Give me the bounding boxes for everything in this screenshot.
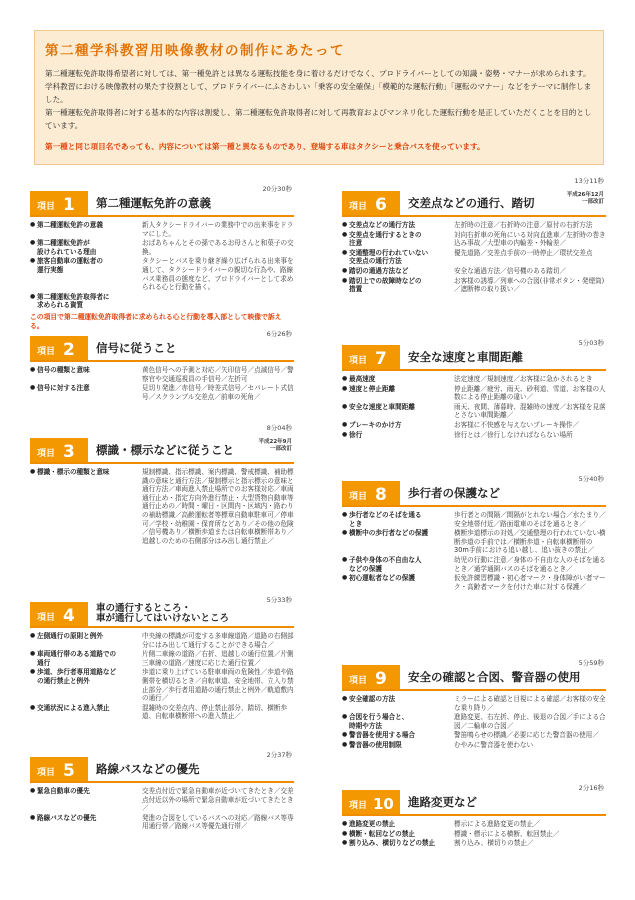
intro-title: 第二種学科教習用映像教材の制作にあたって — [45, 43, 345, 59]
table-row — [30, 221, 294, 238]
row-content: 対向右折車の死角にいる対向直進車／左折時の巻き込み事故／大型車の内輪差・外輪差／ — [454, 230, 606, 248]
row-content: 徐行とは／徐行しなければならない場所 — [454, 430, 573, 439]
row-content: 片側二車線の道路／右折、追越しの通行位置／片側三車線の道路／速度に応じた通行位置／ — [142, 650, 294, 667]
section-title: 歩行者の保護など — [408, 486, 500, 500]
table-row — [342, 385, 606, 402]
section-number: 4 — [63, 606, 75, 626]
row-topic: ● 左側通行の原則と例外 — [30, 632, 136, 649]
section-9 — [342, 659, 606, 751]
row-topic: ● 安全な速度と車間距離 — [342, 403, 448, 420]
section-number: 5 — [63, 761, 75, 781]
table-row — [30, 239, 294, 256]
row-topic: ● 最高速度 — [342, 375, 448, 384]
section-rows — [30, 632, 294, 721]
section-rows — [30, 468, 294, 545]
section-label: 項目 — [349, 356, 368, 366]
row-topic: ● 安全確認の方法 — [342, 695, 448, 712]
section-header — [342, 339, 606, 371]
section-revision: 平成22年9月 一部改訂 — [258, 439, 292, 452]
row-topic: ● 割り込み、横切りなどの禁止 — [342, 839, 448, 848]
row-content: 黄色信号への予測と対応／矢印信号／点滅信号／警察官や交通巡視員の手信号／左折可 — [142, 366, 294, 383]
table-row — [30, 650, 294, 667]
section-label: 項目 — [37, 347, 56, 357]
row-topic: ● ブレーキのかけ方 — [342, 421, 448, 430]
row-topic: ● 旅客自動車の運転者の 運行実態 — [30, 257, 136, 291]
section-number: 10 — [373, 795, 394, 813]
section-tab — [342, 345, 400, 369]
section-label: 項目 — [349, 801, 368, 811]
row-content: 交差点付近で緊急自動車が近づいてきたとき／交差点付近以外の場所で緊急自動車が近づいてきたとき／ — [142, 787, 294, 813]
section-header — [30, 596, 294, 628]
table-row — [342, 695, 606, 712]
section-title: 標識・標示などに従うこと — [96, 443, 234, 457]
section-8 — [342, 475, 606, 592]
row-content: 幼児の行動に注意／身体の不自由な人のそばを通るとき／通学通園バスのそばを通るとき／ — [454, 555, 606, 573]
section-rows — [342, 695, 606, 750]
table-row — [342, 375, 606, 384]
row-content: 進路変更、右左折、停止、後退の合図／手による合図／二輪車の合図／ — [454, 713, 606, 730]
row-topic: ● 信号の種類と意味 — [30, 366, 136, 383]
section-3 — [30, 424, 294, 546]
table-row — [342, 731, 606, 740]
section-rows — [342, 375, 606, 439]
row-content: 割り込み、横切りの禁止／ — [454, 839, 534, 848]
table-row — [30, 787, 294, 813]
row-content: タクシーとバスを乗り継ぎ繰り広げられる出来事を通して、タクシードライバーの親切な行為や、路線バス乗務員の態度など、プロドライバーとして求められる心と行動を描く。 — [142, 257, 294, 292]
section-number: 1 — [63, 195, 75, 215]
row-content: 安全な通過方法／信号機のある踏切／ — [454, 266, 567, 275]
section-number: 9 — [375, 669, 387, 689]
row-topic: ● 緊急自動車の優先 — [30, 787, 136, 813]
intro-box — [34, 30, 604, 165]
section-header — [30, 185, 294, 217]
section-tab — [30, 757, 88, 781]
section-6 — [342, 177, 606, 295]
row-topic: ● 交通整理の行われていない 交差点の通行方法 — [342, 249, 448, 266]
section-rows — [342, 221, 606, 294]
row-topic: ● 交通状況による進入禁止 — [30, 704, 136, 721]
row-topic: ● 横断・転回などの禁止 — [342, 830, 448, 839]
row-content: 新人タクシードライバーの業務中での出来事をドラマにした。 — [142, 221, 294, 238]
section-4 — [30, 596, 294, 722]
section-header — [342, 659, 606, 691]
table-row — [30, 257, 294, 291]
section-note: この項目で第二種運転免許取得者に求められる心と行動を導入部として映像で訴える。 — [30, 312, 282, 330]
section-header — [30, 330, 294, 362]
section-title: 安全の確認と合図、警音器の使用 — [408, 670, 581, 684]
table-row — [30, 384, 294, 401]
section-duration: 13分11秒 — [574, 177, 604, 185]
section-duration: 20分30秒 — [262, 185, 292, 193]
row-topic: ● 進路変更の禁止 — [342, 820, 448, 829]
row-topic: ● 信号に対する注意 — [30, 384, 136, 401]
table-row — [342, 556, 606, 573]
section-title: 第二種運転免許の意義 — [96, 196, 211, 210]
table-row — [342, 839, 606, 848]
section-number: 6 — [375, 195, 387, 215]
row-content: 雨天、夜間、薄暮時、混雑時の速度／お客様を見落とさない車間距離／ — [454, 402, 606, 420]
row-topic: ● 合図を行う場合と、 時期や方法 — [342, 713, 448, 730]
section-title: 交差点などの通行、踏切 — [408, 196, 535, 210]
row-content: 見切り発進／赤信号／時差式信号／セパレート式信号／スクランブル交差点／前車の死角／ — [142, 384, 294, 401]
row-topic: ● 初心運転者などの保護 — [342, 574, 448, 591]
section-label: 項目 — [349, 492, 368, 502]
row-topic: ● 警音器の使用制限 — [342, 741, 448, 750]
section-duration: 2分37秒 — [266, 751, 292, 759]
section-title: 安全な速度と車間距離 — [408, 350, 523, 364]
section-number: 7 — [375, 349, 387, 369]
section-2 — [30, 330, 294, 402]
row-topic: ● 第二種運転免許が 設けられている理由 — [30, 239, 136, 256]
row-topic: ● 交差点などの通行方法 — [342, 221, 448, 230]
row-topic: ● 第二種運転免許取得者に 求められる資質 — [30, 293, 136, 310]
section-title: 車の通行するところ・ 車が通行してはいけないところ — [96, 603, 230, 624]
section-duration: 5分40秒 — [578, 475, 604, 483]
table-row — [30, 668, 294, 702]
row-content: 法定速度／規制速度／お客様に急かされるとき — [454, 375, 593, 383]
row-content: 警笛鳴らせの標識／必要に応じた警音器の使用／ — [454, 731, 599, 740]
section-number: 3 — [63, 442, 75, 462]
intro-paragraph: 第一種運転免許取得者に対する基本的な内容は割愛し、第二種運転免許取得者に対して再教育およびマンネリ化した運転行動を是正していただくことを目的としています。 — [45, 108, 592, 130]
section-7 — [342, 339, 606, 440]
table-row — [342, 231, 606, 248]
section-tab — [342, 665, 400, 689]
section-tab — [30, 438, 88, 462]
section-header — [342, 784, 606, 816]
section-duration: 5分59秒 — [578, 659, 604, 667]
section-title: 進路変更など — [408, 795, 477, 809]
table-row — [342, 277, 606, 294]
row-content — [136, 293, 294, 310]
row-topic: ● 第二種運転免許の意義 — [30, 221, 136, 238]
section-header — [30, 424, 294, 464]
section-tab — [342, 790, 400, 814]
section-title: 路線バスなどの優先 — [96, 762, 200, 776]
section-5 — [30, 751, 294, 832]
section-tab — [30, 336, 88, 360]
section-label: 項目 — [349, 202, 368, 212]
section-tab — [30, 191, 88, 215]
table-row — [342, 830, 606, 839]
table-row — [30, 468, 294, 545]
section-rows — [30, 787, 294, 831]
row-topic: ● 速度と停止距離 — [342, 385, 448, 402]
row-content: 混雑時の交差点内、停止禁止部分、踏切、横断歩道、自転車横断帯への進入禁止／ — [142, 703, 288, 721]
section-duration: 2分16秒 — [578, 784, 604, 792]
section-label: 項目 — [37, 613, 56, 623]
row-content: 発進の合図をしているバスへの対応／路線バス等専用通行帯／路線バス等優先通行帯／ — [142, 813, 294, 831]
row-topic: ● 車両通行帯のある道路での 通行 — [30, 650, 136, 667]
section-10 — [342, 784, 606, 849]
section-duration: 6分26秒 — [266, 330, 292, 338]
row-topic: ● 徐行 — [342, 431, 448, 440]
row-content: 歩道に乗り上げている駐車車両の危険性／歩道や路側帯を横切るとき／自転車道、安全地帯、立入り禁止部分／歩行者用道路の通行禁止と例外／軌道敷内の通行／ — [142, 668, 294, 703]
section-label: 項目 — [37, 768, 56, 778]
row-content: お客様に不快感を与えないブレーキ操作／ — [454, 420, 580, 429]
section-duration: 5分33秒 — [266, 596, 292, 604]
row-content: 標識・標示による横断、転回禁止／ — [454, 829, 560, 838]
section-label: 項目 — [37, 202, 56, 212]
section-header — [342, 177, 606, 217]
row-content: 規制標識、指示標識、案内標識、警戒標識、補助標識の意味と通行方法／規制標示と指示標示の意味と通行方法／車両進入禁止場所でのお客様対応／車両通行止め・指定方向外進行禁止・大型貨物自動車等通行止めの／時間・曜日・区間内・区域内・路わりの補助標識／高齢運転者等標章自動車駐車可／停車可／学校・幼稚園・保育所などあり／その他の危険／信号機あり／横断歩道または自転車横断帯あり／追越しのための右側部分はみ出し通行禁止／ — [142, 468, 294, 545]
section-duration: 5分03秒 — [578, 339, 604, 347]
table-row — [30, 814, 294, 831]
section-rows — [30, 221, 294, 310]
row-content: お客様の誘導／列車への合図(非常ボタン・発煙筒)／遮断棒の取り扱い／ — [454, 276, 605, 294]
table-row — [342, 741, 606, 750]
section-label: 項目 — [37, 449, 56, 459]
intro-paragraph: 第二種運転免許取得希望者に対しては、第一種免許とは異なる運転技能を身に着けるだけでなく、プロドライバーとしての知識・姿勢・マナーが求められます。学科教習における映像教材の果たす役割として、プロドライバーにふさわしい「乗客の安全確保」「模範的な運転行動」「運転のマナー」などをテーマに制作しました。 — [45, 69, 592, 104]
row-topic: ● 子供や身体の不自由な人 などの保護 — [342, 556, 448, 573]
section-label: 項目 — [349, 676, 368, 686]
row-content: 標示による進路変更の禁止／ — [454, 820, 540, 828]
section-header — [30, 751, 294, 783]
row-content: 停止距離／疲労、雨天、砂利道、雪道、お客様の人数による停止距離の違い／ — [454, 384, 606, 402]
row-content: 左折時の注意／右折時の注意／原付の右折方法 — [454, 221, 593, 229]
table-row — [30, 632, 294, 649]
section-rows — [342, 511, 606, 591]
table-row — [342, 267, 606, 276]
row-topic: ● 路線バスなどの優先 — [30, 814, 136, 831]
row-topic: ● 交差点を通行するときの 注意 — [342, 231, 448, 248]
row-content: 仮免許練習標識・初心者マーク・身体障がい者マーク・高齢者マークを付けた車に対する保護／ — [454, 574, 606, 591]
row-content: ミラーによる確認と目視による確認／お客様の安全な乗り降り／ — [454, 695, 606, 712]
row-topic: ● 歩行者などのそばを通る とき — [342, 511, 448, 528]
table-row — [342, 713, 606, 730]
row-topic: ● 標識・標示の種類と意味 — [30, 468, 136, 545]
section-title: 信号に従うこと — [96, 341, 177, 355]
section-header — [342, 475, 606, 507]
table-row — [342, 574, 606, 591]
table-row — [342, 421, 606, 430]
section-number: 2 — [63, 340, 75, 360]
table-row — [342, 431, 606, 440]
table-row — [342, 221, 606, 230]
section-1 — [30, 185, 294, 331]
intro-note: 第一種と同じ項目名であっても、内容については第一種と異なるものであり、登場する車はタクシーと乗合バスを使っています。 — [45, 142, 485, 151]
section-duration: 8分04秒 — [266, 424, 292, 432]
section-tab — [30, 602, 88, 626]
table-row — [342, 403, 606, 420]
section-rows — [342, 820, 606, 848]
section-tab — [342, 191, 400, 215]
row-topic: ● 歩道、歩行者専用道路など の通行禁止と例外 — [30, 668, 136, 702]
row-content: 中央線の標識が可変する多車線道路／道路の右側部分にはみ出して通行することができる場合／ — [142, 632, 294, 649]
table-row — [342, 511, 606, 528]
table-row — [342, 529, 606, 555]
table-row — [30, 366, 294, 383]
row-topic: ● 横断中の歩行者などの保護 — [342, 529, 448, 555]
section-number: 8 — [375, 485, 387, 505]
row-content: 歩行者との間隔／間隔がとれない場合／水たまり／安全地帯付近／路面電車のそばを通るとき／ — [454, 511, 606, 528]
row-topic: ● 踏切上での故障時などの 措置 — [342, 277, 448, 294]
row-content: むやみに警音器を使わない — [454, 740, 534, 749]
row-content: おばあちゃんとその孫であるお母さんと和菓子の交換。 — [142, 239, 294, 256]
table-row — [30, 293, 294, 310]
table-row — [30, 704, 294, 721]
row-content: 横断歩道標示の対処／交通整理の行われていない横断歩道の手前では／横断歩道・自転車横断帯の30m手前における追い越し、追い抜きの禁止／ — [454, 529, 606, 555]
table-row — [342, 249, 606, 266]
section-tab — [342, 481, 400, 505]
section-rows — [30, 366, 294, 401]
row-topic: ● 踏切の通過方法など — [342, 267, 448, 276]
section-revision: 平成26年12月 一部改訂 — [566, 192, 604, 205]
row-topic: ● 警音器を使用する場合 — [342, 731, 448, 740]
row-content: 優先道路／交差点手前の一時停止／環状交差点 — [454, 248, 593, 257]
table-row — [342, 820, 606, 829]
